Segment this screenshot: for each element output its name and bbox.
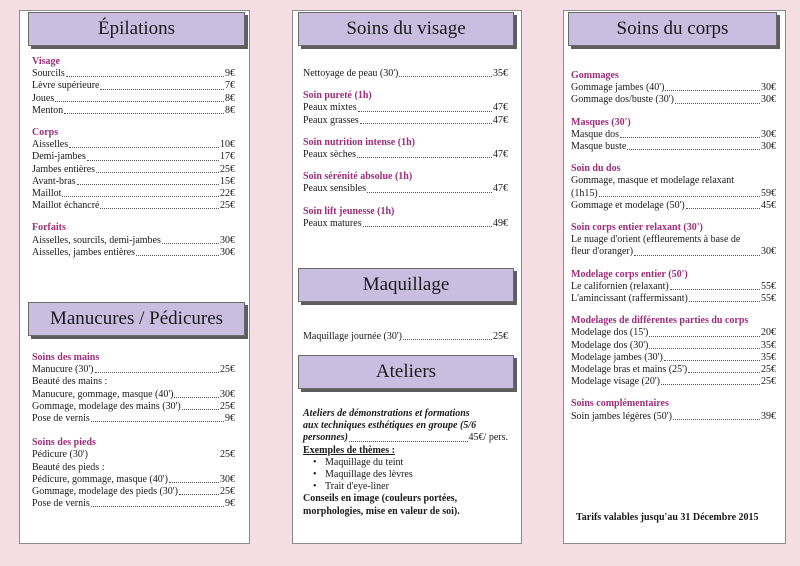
category-soin-serenite: Soin sérénité absolue (1h) (303, 171, 413, 183)
list-item: Peaux grasses 47€ (303, 114, 508, 126)
list-item: Pédicure, gommage, masque (40') 30€ (32, 473, 235, 485)
list-item: • Maquillage du teint (325, 457, 508, 469)
category-soins-pieds: Soins des pieds (32, 437, 96, 449)
soin-dos-line: Gommage, masque et modelage relaxant (571, 175, 734, 187)
ateliers-intro-2: aux techniques esthétiques en groupe (5/6 (303, 420, 477, 432)
category-soin-purete: Soin pureté (1h) (303, 90, 372, 102)
ateliers-title: Ateliers (375, 361, 437, 382)
examples-label: Exemples de thèmes : (303, 444, 395, 456)
themes-list (303, 457, 508, 494)
category-gommages: Gommages (571, 70, 619, 81)
category-visage: Visage (32, 56, 60, 67)
list-item: Gommage jambes (40') 30€ (571, 82, 776, 94)
epilations-title: Épilations (97, 18, 176, 39)
list-item: Maquillage journée (30') 25€ (303, 331, 508, 342)
category-corps: Corps (32, 127, 59, 139)
ateliers-intro-1: Ateliers de démonstrations et formations (303, 408, 470, 419)
list-item: Masque dos 30€ (571, 128, 776, 140)
category-masques: Masques (30') (571, 116, 631, 128)
category-complementaires: Soins complémentaires (571, 398, 669, 410)
list-item: (1h15) 59€ (571, 187, 776, 199)
list-item: Gommage, modelage des mains (30') 25€ (32, 400, 235, 412)
list-item: Sourcils 9€ (32, 68, 235, 80)
list-item: Gommage dos/buste (30') 30€ (571, 94, 776, 106)
ateliers-header (298, 355, 514, 389)
ateliers-intro-3: personnes) 45€/ pers. (303, 432, 508, 444)
corps-header (568, 12, 777, 46)
list-item: Pédicure (30') 25€ (32, 449, 235, 461)
relaxant-line: Le nuage d'orient (effleurements à base de (571, 234, 741, 246)
list-item: Modelage jambes (30') 35€ (571, 351, 776, 363)
list-item: Lèvre supérieure 7€ (32, 80, 235, 92)
category-soin-lift: Soin lift jeunesse (1h) (303, 205, 395, 217)
manucures-list (32, 352, 235, 510)
list-item: Peaux sensibles 47€ (303, 183, 508, 195)
list-item: Peaux matures 49€ (303, 217, 508, 229)
maquillage-list (303, 331, 508, 343)
conseils-line-1: Conseils en image (couleurs portées, (303, 493, 458, 505)
list-item: Manucure (30') 25€ (32, 364, 235, 376)
list-item: Pose de vernis 9€ (32, 498, 235, 510)
maquillage-header (298, 268, 514, 302)
manucures-title: Manucures / Pédicures (49, 308, 224, 329)
list-item: Modelage visage (20') 25€ (571, 376, 776, 388)
category-relaxant: Soin corps entier relaxant (30') (571, 222, 703, 234)
list-item: Soin jambes légères (50') 39€ (571, 410, 776, 422)
list-item: • Trait d'eye-liner (325, 481, 508, 493)
epilations-list (32, 56, 235, 259)
list-item: Joues 8€ (32, 92, 235, 104)
list-item: Manucure, gommage, masque (40') 30€ (32, 388, 235, 400)
beaute-mains-label: Beauté des mains : (32, 376, 108, 388)
list-item: • Maquillage des lèvres (325, 469, 508, 481)
list-item: Modelage bras et mains (25') 25€ (571, 364, 776, 376)
list-item: Avant-bras 15€ (32, 175, 235, 187)
list-item: Nettoyage de peau (30') 35€ (303, 68, 508, 79)
list-item: fleur d'oranger) 30€ (571, 246, 776, 258)
category-modelages-parties: Modelages de différentes parties du corps (571, 315, 749, 327)
manucures-header (28, 302, 245, 336)
visage-title: Soins du visage (346, 18, 466, 39)
category-forfaits: Forfaits (32, 222, 66, 234)
list-item: Peaux sèches 47€ (303, 149, 508, 161)
list-item: Le californien (relaxant) 55€ (571, 280, 776, 292)
list-item: Aisselles, sourcils, demi-jambes 30€ (32, 234, 235, 246)
list-item: Aisselles, jambes entières 30€ (32, 246, 235, 258)
list-item: Gommage, modelage des pieds (30') 25€ (32, 486, 235, 498)
ateliers-content (303, 408, 508, 518)
list-item: Demi-jambes 17€ (32, 151, 235, 163)
list-item: Masque buste 30€ (571, 141, 776, 153)
list-item: Pose de vernis 9€ (32, 413, 235, 425)
visage-header (298, 12, 514, 46)
list-item: Modelage dos (15') 20€ (571, 327, 776, 339)
epilations-header (28, 12, 245, 46)
corps-title: Soins du corps (616, 18, 729, 39)
category-modelage-entier: Modelage corps entier (50') (571, 268, 688, 280)
list-item: Gommage et modelage (50') 45€ (571, 199, 776, 211)
conseils-line-2: morphologies, mise en valeur de soi). (303, 505, 460, 517)
tarifs-note: Tarifs valables jusqu'au 31 Décembre 2015 (576, 512, 759, 523)
list-item: Aisselles 10€ (32, 139, 235, 151)
list-item: Menton 8€ (32, 104, 235, 116)
list-item: Maillot 22€ (32, 188, 235, 200)
corps-list (571, 70, 776, 423)
visage-list (303, 68, 508, 230)
maquillage-title: Maquillage (362, 274, 450, 295)
list-item: L'amincissant (raffermissant) 55€ (571, 293, 776, 305)
list-item: Modelage dos (30') 35€ (571, 339, 776, 351)
category-soin-dos: Soin du dos (571, 163, 621, 175)
list-item: Maillot échancré 25€ (32, 200, 235, 212)
list-item: Jambes entières 25€ (32, 163, 235, 175)
category-soin-nutrition: Soin nutrition intense (1h) (303, 136, 415, 148)
list-item: Peaux mixtes 47€ (303, 102, 508, 114)
beaute-pieds-label: Beauté des pieds : (32, 461, 105, 473)
category-soins-mains: Soins des mains (32, 352, 100, 363)
